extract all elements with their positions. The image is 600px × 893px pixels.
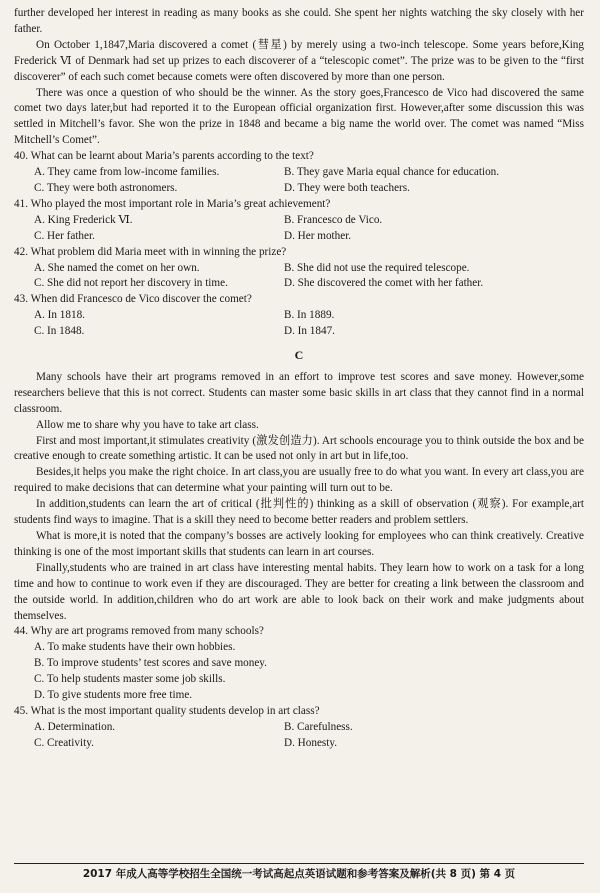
question-stem: 44. Why are art programs removed from many schools?: [14, 625, 264, 638]
option-c[interactable]: C. Her father.: [34, 229, 95, 242]
option-grid: [14, 213, 584, 245]
option-c[interactable]: C. She did not report her discovery in time.: [34, 277, 228, 290]
question-stem: 42. What problem did Maria meet with in winning the prize?: [14, 245, 287, 258]
passage-c-paragraph: What is more,it is noted that the company’s bosses are actively looking for employees who can think creatively. Creative thinking is one of the most important skills that students can learn in art courses.: [14, 530, 584, 558]
option-d[interactable]: D. She discovered the comet with her father.: [284, 277, 484, 290]
passage-c-paragraph: Besides,it helps you make the right choice. In art class,you are usually free to do what you want. In every art class,you are required to make decisions that can determine what your painting will turn out to be.: [14, 466, 584, 495]
option-c[interactable]: C. They were both astronomers.: [34, 181, 178, 194]
option-c[interactable]: C. Creativity.: [34, 736, 94, 749]
option-d[interactable]: D. Her mother.: [284, 229, 352, 242]
question-stem: 43. When did Francesco de Vico discover the comet?: [14, 293, 252, 306]
option-grid: [14, 308, 584, 340]
option-a[interactable]: A. In 1818.: [34, 309, 85, 322]
question-41: [14, 197, 584, 245]
question-stem: 40. What can be learnt about Maria’s parents according to the text?: [14, 150, 314, 163]
option-a[interactable]: A. To make students have their own hobbies.: [34, 641, 236, 654]
passage-b-paragraph: further developed her interest in reading as many books as she could. She spent her nights watching the sky closely with her father.: [14, 7, 584, 35]
option-b[interactable]: B. They gave Maria equal chance for education.: [284, 166, 500, 179]
passage-c-paragraph: Allow me to share why you have to take art class.: [36, 418, 259, 431]
option-grid: [14, 165, 584, 197]
option-a[interactable]: A. King Frederick Ⅵ.: [34, 213, 133, 226]
option-a[interactable]: A. They came from low-income families.: [34, 166, 220, 179]
option-a[interactable]: A. She named the comet on her own.: [34, 261, 200, 274]
question-45: [14, 704, 584, 752]
question-40: [14, 149, 584, 197]
option-b[interactable]: B. Carefulness.: [284, 720, 353, 733]
passage-c-paragraph: First and most important,it stimulates creativity (激发创造力). Art schools encourage you to think outside the box and be creative enough to create something artistic. It can be used not only in art but in life,too.: [14, 434, 584, 463]
option-c[interactable]: C. To help students master some job skills.: [34, 673, 226, 686]
option-d[interactable]: D. To give students more free time.: [34, 689, 193, 702]
option-d[interactable]: D. They were both teachers.: [284, 181, 410, 194]
option-b[interactable]: B. To improve students’ test scores and save money.: [34, 657, 267, 670]
option-b[interactable]: B. She did not use the required telescope.: [284, 261, 470, 274]
option-grid: [14, 720, 584, 752]
passage-b-paragraph: On October 1,1847,Maria discovered a comet (彗星) by merely using a two-inch telescope. Some years before,King Frederick Ⅵ of Denmark had set up prizes to each discoverer of a “telescopic comet”. The prize was to be given to the “first discoverer” of each such comet because comets were often discovered by more than one person.: [14, 38, 584, 83]
passage-c-paragraph: Many schools have their art programs removed in an effort to improve test scores and save money. However,some researchers believe that this is not correct. Students can master some basic skills in art class that they cannot find in a normal classroom.: [14, 370, 584, 415]
passage-c-paragraph: In addition,students can learn the art of critical (批判性的) thinking as a skill of observation (观察). For example,art students find ways to imagine. That is a skill they need to become better readers and problem settlers.: [14, 498, 584, 527]
option-b[interactable]: B. Francesco de Vico.: [284, 213, 383, 226]
option-list: [14, 640, 584, 704]
option-b[interactable]: B. In 1889.: [284, 309, 335, 322]
question-42: [14, 245, 584, 293]
option-d[interactable]: D. Honesty.: [284, 736, 338, 749]
passage-b-paragraph: There was once a question of who should be the winner. As the story goes,Francesco de Vico had discovered the same comet two days later,but had reported it to the European official organization first. However,after some discussion this was settled in Mitchell’s favor. She won the prize in 1848 and became a big name the world over. The comet was named “Miss Mitchell’s Comet”.: [14, 86, 584, 147]
passage-c-paragraph: Finally,students who are trained in art class have interesting mental habits. They learn how to work on a task for a long time and how to continue to work even if they are discouraged. They are better for creating a link between the classroom and the outside world. In addition,children who do art work are able to look back on their work and make judgments about themselves.: [14, 561, 584, 622]
question-43: [14, 292, 584, 340]
option-a[interactable]: A. Determination.: [34, 720, 116, 733]
question-stem: 41. Who played the most important role in Maria’s great achievement?: [14, 197, 331, 210]
option-d[interactable]: D. In 1847.: [284, 325, 335, 338]
option-grid: [14, 261, 584, 293]
option-c[interactable]: C. In 1848.: [34, 325, 85, 338]
question-44: [14, 624, 584, 704]
question-stem: 45. What is the most important quality students develop in art class?: [14, 704, 320, 717]
section-c-heading: C: [294, 348, 304, 363]
page-footer: 2017 年成人高等学校招生全国统一考试高起点英语试题和参考答案及解析(共 8 页) 第 4 页: [14, 863, 584, 883]
